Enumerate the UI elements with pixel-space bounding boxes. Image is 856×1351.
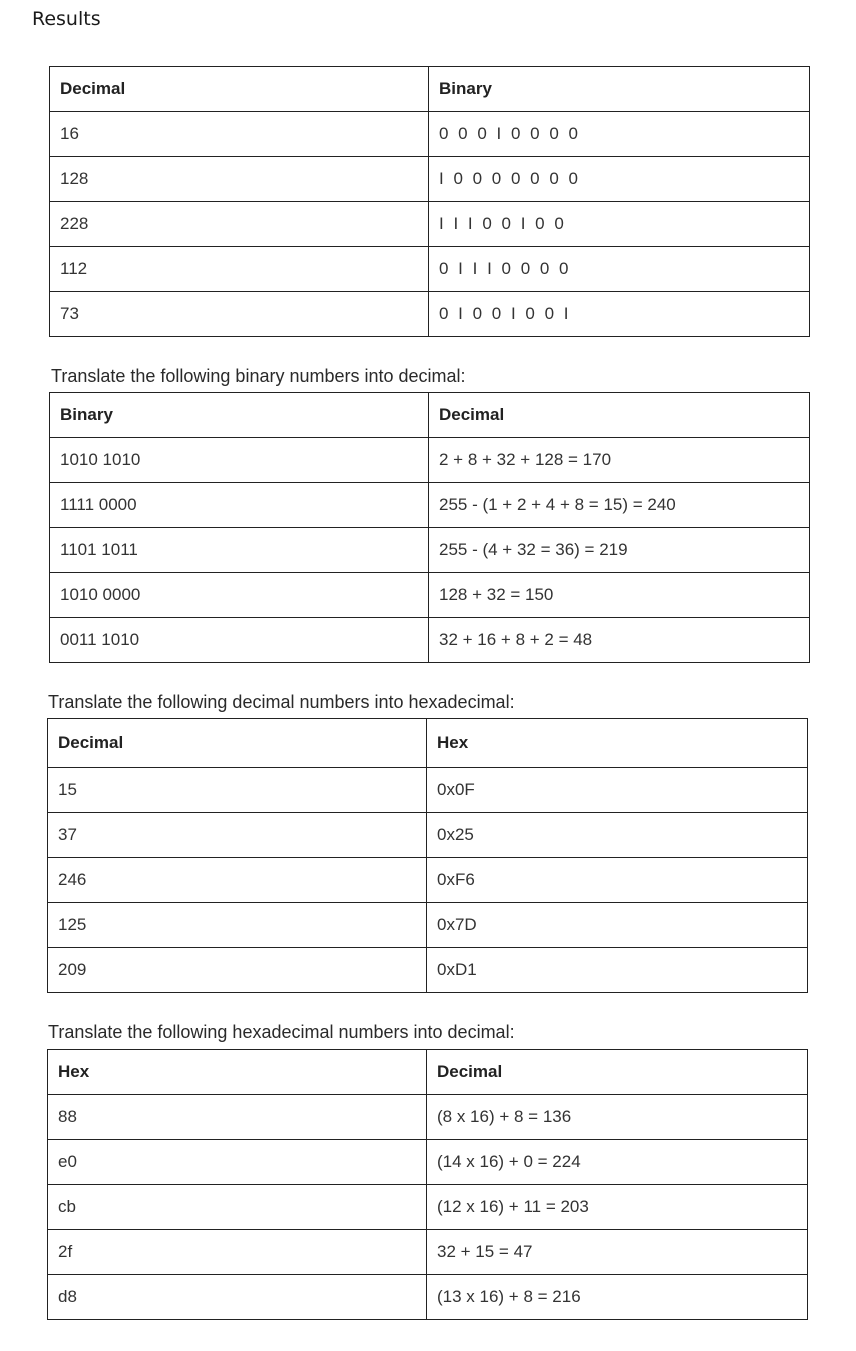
decimal-cell: (13 x 16) + 8 = 216	[427, 1275, 808, 1320]
decimal-cell: 15	[48, 768, 427, 813]
table-row	[50, 157, 810, 202]
column-header: Hex	[427, 719, 808, 768]
column-header: Decimal	[429, 393, 810, 438]
decimal-cell: 246	[48, 858, 427, 903]
decimal-cell: 255 - (4 + 32 = 36) = 219	[429, 528, 810, 573]
table-row	[48, 1095, 808, 1140]
table-row	[50, 247, 810, 292]
decimal-cell: 255 - (1 + 2 + 4 + 8 = 15) = 240	[429, 483, 810, 528]
table-row	[48, 1275, 808, 1320]
decimal-cell: (8 x 16) + 8 = 136	[427, 1095, 808, 1140]
table-row	[50, 483, 810, 528]
table-row	[48, 768, 808, 813]
results-heading: Results	[32, 8, 101, 30]
hex-to-decimal-table	[47, 1049, 808, 1320]
decimal-cell: 16	[50, 112, 429, 157]
binary-cell: 0011 1010	[50, 618, 429, 663]
column-header: Decimal	[427, 1050, 808, 1095]
decimal-cell: 209	[48, 948, 427, 993]
table-row	[48, 903, 808, 948]
binary-cell: 0 I I I 0 0 0 0	[429, 247, 810, 292]
table-header-row	[48, 1050, 808, 1095]
hex-cell: 0x0F	[427, 768, 808, 813]
hex-to-decimal-caption: Translate the following hexadecimal numbers into decimal:	[48, 1022, 515, 1042]
table-row	[48, 1140, 808, 1185]
binary-cell: 1101 1011	[50, 528, 429, 573]
table-row	[50, 438, 810, 483]
binary-cell: 1010 0000	[50, 573, 429, 618]
table-row	[50, 112, 810, 157]
binary-to-decimal-table	[49, 392, 810, 663]
decimal-cell: 73	[50, 292, 429, 337]
decimal-cell: 32 + 15 = 47	[427, 1230, 808, 1275]
table-row	[50, 292, 810, 337]
table-row	[50, 528, 810, 573]
decimal-cell: 228	[50, 202, 429, 247]
decimal-to-hex-table	[47, 718, 808, 993]
binary-cell: 1010 1010	[50, 438, 429, 483]
decimal-to-hex-caption: Translate the following decimal numbers into hexadecimal:	[48, 692, 515, 712]
table-row	[48, 1185, 808, 1230]
decimal-cell: 128 + 32 = 150	[429, 573, 810, 618]
table-row	[50, 618, 810, 663]
hex-cell: cb	[48, 1185, 427, 1230]
hex-cell: 2f	[48, 1230, 427, 1275]
hex-cell: 0xF6	[427, 858, 808, 903]
binary-to-decimal-caption: Translate the following binary numbers into decimal:	[51, 366, 466, 386]
column-header: Binary	[429, 67, 810, 112]
table-header-row	[50, 67, 810, 112]
decimal-cell: 37	[48, 813, 427, 858]
decimal-cell: (14 x 16) + 0 = 224	[427, 1140, 808, 1185]
table-row	[48, 858, 808, 903]
hex-cell: 0x7D	[427, 903, 808, 948]
decimal-cell: 125	[48, 903, 427, 948]
decimal-cell: 112	[50, 247, 429, 292]
binary-cell: 0 0 0 I 0 0 0 0	[429, 112, 810, 157]
hex-cell: 0xD1	[427, 948, 808, 993]
hex-cell: 88	[48, 1095, 427, 1140]
hex-cell: e0	[48, 1140, 427, 1185]
hex-cell: 0x25	[427, 813, 808, 858]
decimal-to-binary-table	[49, 66, 810, 337]
table-header-row	[50, 393, 810, 438]
column-header: Hex	[48, 1050, 427, 1095]
binary-cell: 0 I 0 0 I 0 0 I	[429, 292, 810, 337]
table-header-row	[48, 719, 808, 768]
binary-cell: 1111 0000	[50, 483, 429, 528]
decimal-cell: 128	[50, 157, 429, 202]
column-header: Decimal	[50, 67, 429, 112]
hex-cell: d8	[48, 1275, 427, 1320]
table-row	[48, 948, 808, 993]
table-row	[48, 813, 808, 858]
table-row	[48, 1230, 808, 1275]
column-header: Decimal	[48, 719, 427, 768]
decimal-cell: 2 + 8 + 32 + 128 = 170	[429, 438, 810, 483]
binary-cell: I I I 0 0 I 0 0	[429, 202, 810, 247]
decimal-cell: (12 x 16) + 11 = 203	[427, 1185, 808, 1230]
table-row	[50, 573, 810, 618]
table-row	[50, 202, 810, 247]
decimal-cell: 32 + 16 + 8 + 2 = 48	[429, 618, 810, 663]
binary-cell: I 0 0 0 0 0 0 0	[429, 157, 810, 202]
column-header: Binary	[50, 393, 429, 438]
